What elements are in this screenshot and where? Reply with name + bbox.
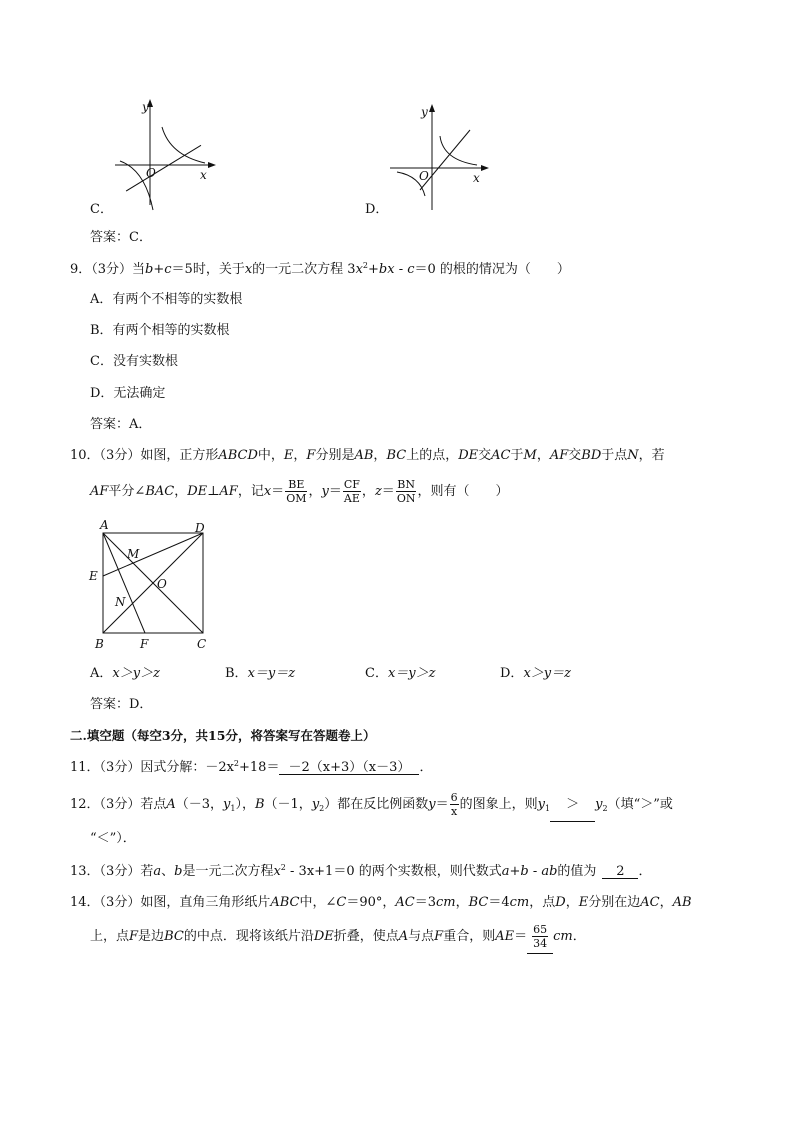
q10-option-a: A．x＞y＞z [90,666,160,681]
graph-c-x-label: x [200,168,207,182]
q9-option-b: B．有两个相等的实数根 [90,323,230,338]
label-f: F [140,637,149,651]
label-o: O [157,577,167,591]
q10-stem-line1: 10．（3分）如图，正方形ABCD中，E，F分别是AB，BC上的点，DE交AC于M，AF交BD于点N，若 [70,448,665,463]
graph-d-origin: O [419,169,429,183]
graph-d [385,100,495,215]
label-e: E [89,569,98,583]
q9-stem: 9．（3分）当b+c＝5时，关于x的一元二次方程 $3x^2+bx - c=0$ 的根的情况为（ ） [70,261,570,277]
q11: 11．（3分）因式分解：$-2x^2+18=-2(x+3)(x-3)$ ． [70,759,433,775]
section-heading: 二.填空题（每空3分，共15分，将答案写在答题卷上） [70,728,376,743]
q10-answer: 答案：D． [90,697,153,712]
q10-option-c: C．x＝y＞z [365,666,436,681]
q10-option-b: B．x＝y＝z [225,666,296,681]
q9-option-a: A．有两个不相等的实数根 [90,292,243,307]
q8-answer: 答案：C． [90,230,152,245]
q9-option-d: D．无法确定 [90,386,166,401]
q10-stem-line2: AF平分∠BAC，DE⊥AF，记x＝ $\frac{BE}{OM}$ ，y＝ $\frac{CF}{AE}$ ，z＝ $\frac{BN}{ON}$ ，则有（ ） [90,478,509,505]
q13: 13．（3分）若a、b是一元二次方程$x^2 - 3x+1=0$ 的两个实数根，则代数式a+b - ab的值为 2 ． [70,863,652,879]
q12-line1: 12．（3分）若点A（－3，$y_1$），B（－1，$y_2$）都在反比例函数y＝ $\frac{6}{x}$ 的图象上，则$y_1 > y_2$（填“＞”或 [70,789,673,825]
q11-answer: －2（x+3）（x－3） [279,761,419,775]
q10-square-figure [85,518,215,653]
q14-answer: $\frac{65}{34}$ [527,921,553,954]
graph-c-origin: O [146,166,156,180]
q9-answer: 答案：A． [90,417,152,432]
q9-option-c: C．没有实数根 [90,354,178,369]
fraction-x: $\frac{BE}{OM}$ [286,478,307,505]
q12-line2: “＜”）． [90,831,136,846]
option-d-label: D． [365,202,389,217]
graph-c-y-label: y [142,100,149,114]
graph-c [110,95,220,215]
fraction-z: $\frac{BN}{ON}$ [396,478,416,505]
label-a: A [100,518,109,532]
label-b: B [95,637,104,651]
graph-d-x-label: x [473,171,480,185]
q14-line2: 上，点F是边BC的中点．现将该纸片沿DE折叠，使点A与点F重合，则AE＝ $\frac{65}{34}$ cm． [90,921,586,954]
fraction-6-over-x: $\frac{6}{x}$ [450,791,458,818]
fraction-y: $\frac{CF}{AE}$ [343,478,360,505]
label-c: C [197,637,207,651]
label-m: M [127,547,140,561]
label-d: D [195,521,205,535]
label-n: N [115,595,126,609]
q14-line1: 14．（3分）如图，直角三角形纸片ABC中，∠C＝90°，AC＝3cm，BC＝4cm，点D，E分别在边AC，AB [70,895,692,910]
q10-option-d: D．x＞y＝z [500,666,571,681]
graph-d-y-label: y [421,105,428,119]
option-c-label: C． [90,202,113,217]
q12-answer: ＞ [550,789,595,822]
q13-answer: 2 [602,865,638,879]
